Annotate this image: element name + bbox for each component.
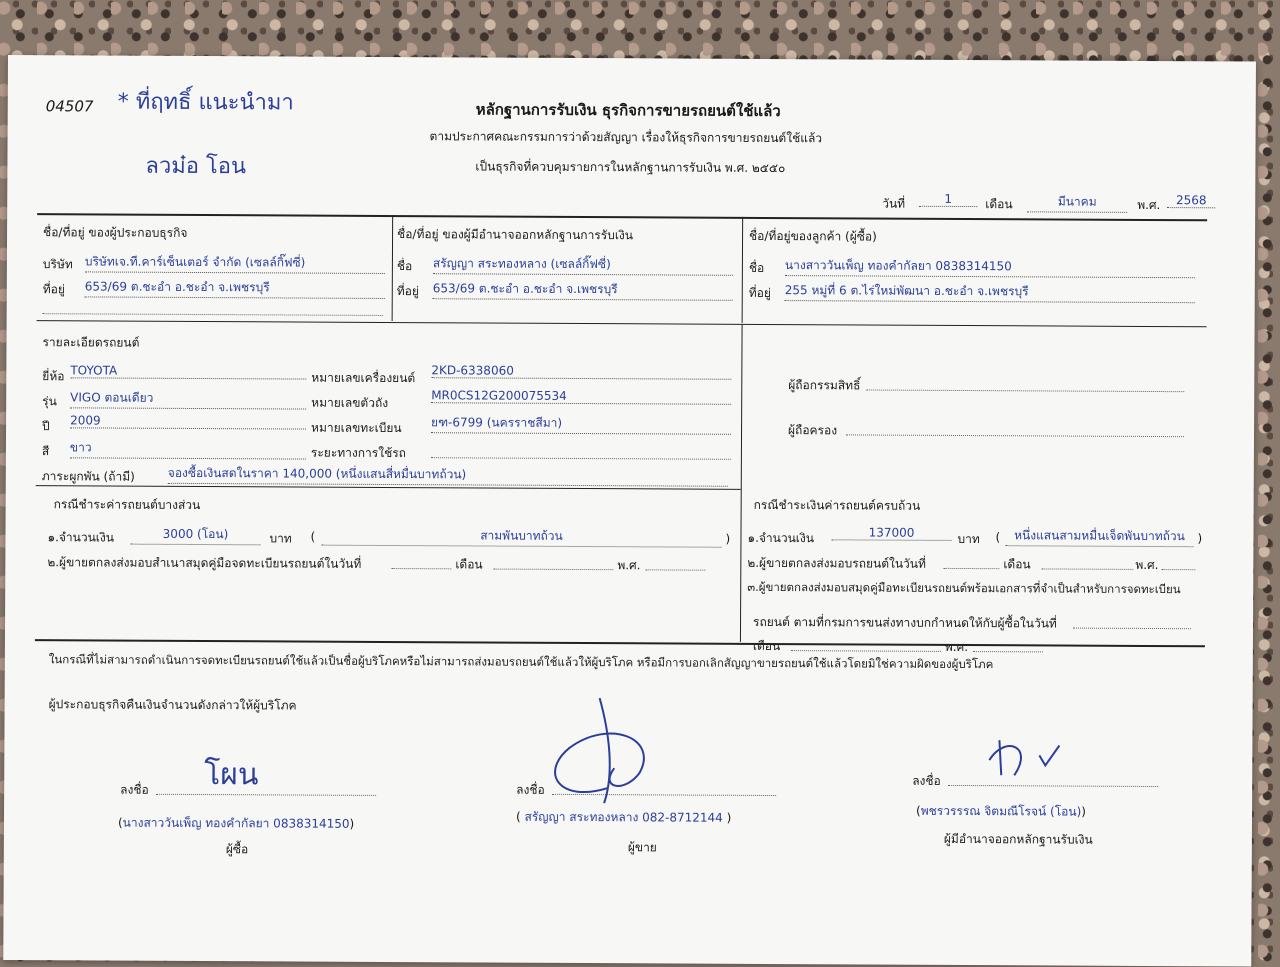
- customer-address-label: ที่อยู่: [748, 285, 771, 300]
- seller-signature: [529, 693, 680, 814]
- document-number: 04507: [45, 97, 94, 116]
- full-year-label-2: พ.ศ.: [944, 639, 969, 655]
- sign-label: ลงชื่อ: [912, 773, 941, 788]
- plate-label: หมายเลขทะเบียน: [311, 420, 402, 436]
- terms-line-1: ในกรณีที่ไม่สามารถดำเนินการจดทะเบียนรถยนต์ใช้แล้วเป็นชื่อผู้บริโภคหรือไม่สามารถส่งมอบรถยนต์ใช้แล้วให้ผู้บริโภค หรือมีการบอกเลิกสัญญาขายรถยนต์ใช้แล้วโดยมิใช่ความผิดของผู้บริโภค: [48, 652, 994, 672]
- buyer-role: ผู้ซื้อ: [225, 842, 249, 857]
- full-month-label: เดือน: [1003, 557, 1031, 572]
- issuer-name-value: สรัญญา สระทองหลาง (เซลล์กิ๊ฟซี่): [433, 254, 733, 276]
- possessor-label: ผู้ถือครอง: [788, 423, 838, 438]
- possessor-blank: [846, 434, 1184, 437]
- year-label: พ.ศ.: [1137, 197, 1161, 213]
- owner-label: ผู้ถือกรรมสิทธิ์: [788, 378, 861, 393]
- burden-value: จองซื้อเงินสดในราคา 140,000 (หนึ่งแสนสี่หมื่นบาทถ้วน): [168, 464, 728, 487]
- partial-amount-label: ๑.จำนวนเงิน: [47, 530, 115, 545]
- full-delivery-line: ๒.ผู้ขายตกลงส่งมอบรถยนต์ในวันที่: [747, 555, 926, 571]
- year-value: 2568: [1167, 193, 1215, 208]
- buyer-name: (นางสาววันเพ็ญ ทองคำกัลยา 0838314150): [117, 815, 355, 831]
- issuer-name-label: ชื่อ: [396, 259, 413, 274]
- business-heading: ชื่อ/ที่อยู่ ของผู้ประกอบธุรกิจ: [43, 225, 188, 240]
- issuer-name-text: พชรวรรรณ จิตมณีโรจน์ (โอน): [920, 803, 1082, 819]
- buyer-name-text: นางสาววันเพ็ญ ทองคำกัลยา 0838314150: [122, 815, 350, 831]
- full-amount-words: หนึ่งแสนสามหมื่นเจ็ดพันบาทถ้วน: [1005, 526, 1193, 547]
- blank-line: [493, 569, 613, 571]
- plate-value: ยฑ-6799 (นครราชสีมา): [431, 413, 731, 435]
- full-baht-label: บาท: [957, 531, 980, 547]
- engine-label: หมายเลขเครื่องยนต์: [311, 370, 416, 386]
- issuer-role: ผู้มีอำนาจออกหลักฐานรับเงิน: [943, 831, 1093, 847]
- full-year-label: พ.ศ.: [1135, 557, 1159, 573]
- blank-line: [973, 651, 1043, 652]
- model-label: รุ่น: [42, 394, 57, 409]
- seller-name-text: สรัญญา สระทองหลาง 082-8712144: [524, 809, 723, 825]
- blank-line: [645, 569, 705, 570]
- blank-line: [43, 313, 383, 316]
- full-amount-value: 137000: [831, 525, 951, 541]
- month-label: เดือน: [985, 197, 1013, 212]
- partial-year-label: พ.ศ.: [617, 558, 641, 573]
- issuer-address-value: 653/69 ต.ชะอำ อ.ชะอำ จ.เพชรบุรี: [433, 279, 733, 301]
- header-line-2: ตามประกาศคณะกรรมการว่าด้วยสัญญา เรื่องให้ธุรกิจการขายรถยนต์ใช้แล้ว: [429, 129, 823, 146]
- company-label: บริษัท: [42, 257, 73, 272]
- chassis-label: หมายเลขตัวถัง: [311, 395, 389, 410]
- full-docs-line: ๓.ผู้ขายตกลงส่งมอบสมุดคู่มือทะเบียนรถยนต์พร้อมเอกสารที่จำเป็นสำหรับการจดทะเบียน: [747, 579, 1181, 597]
- car-year-value: 2009: [70, 413, 306, 429]
- header-line-3: เป็นธุรกิจที่ควบคุมรายการในหลักฐานการรับเงิน พ.ศ. ๒๕๕๐: [475, 159, 786, 176]
- divider: [392, 215, 394, 321]
- blank-line: [943, 568, 999, 569]
- partial-baht-label: บาท: [269, 531, 292, 546]
- partial-delivery-line: ๒.ผู้ขายตกลงส่งมอบสำเนาสมุดคู่มือจดทะเบียนรถยนต์ในวันที่: [47, 555, 362, 571]
- day-label: วันที่: [882, 196, 906, 211]
- distance-blank: [431, 457, 731, 460]
- document-title: หลักฐานการรับเงิน ธุรกิจการขายรถยนต์ใช้แล้ว: [475, 100, 781, 121]
- partial-heading: กรณีชำระค่ารถยนต์บางส่วน: [53, 497, 201, 513]
- business-address-value: 653/69 ต.ชะอำ อ.ชะอำ จ.เพชรบุรี: [85, 277, 385, 299]
- receipt-paper: 04507 * ที่ฤทธิ์ แนะนำมา ลวม๋อ โอน หลักฐานการรับเงิน ธุรกิจการขายรถยนต์ใช้แล้ว ตามประกาศคณะกรรมการว่าด้วยสัญญา เรื่องให้ธุรกิจการขายรถยนต์ใช้แล้ว เป็นธุรกิจที่ควบคุมรายการในหลักฐานการรับเงิน พ.ศ. ๒๕๕๐ วันที่ 1 เดือน มีนาคม พ.ศ. 2568 ชื่อ/ที่อยู่ ของผู้ประกอบธุรกิจ บริษัท บริษัทเจ.ที.คาร์เซ็นเตอร์ จำกัด (เซลล์กิ๊ฟซี่) ที่อยู่ 653/69 ต.ชะอำ อ.ชะอำ จ.เพชรบุรี ชื่อ/ที่อยู่ ของผู้มีอำนาจออกหลักฐานการรับเงิน ชื่อ สรัญญา สระทองหลาง (เซลล์กิ๊ฟซี่) ที่อยู่ 653/69 ต.ชะอำ อ.ชะอำ จ.เพชรบุรี ชื่อ/ที่อยู่ของลูกค้า (ผู้ซื้อ) ชื่อ นางสาววันเพ็ญ ทองคำกัลยา 0838314150 ที่อยู่ 255 หมู่ที่ 6 ต.ไร่ใหม่พัฒนา อ.ชะอำ จ.เพชรบุรี รายละเอียดรถยนต์ ยี่ห้อ TOYOTA รุ่น VIGO ตอนเดียว ปี 2009 สี ขาว หมายเลขเครื่องยนต์ 2KD-6338060 หมายเลขตัวถัง MR0CS12G200075534 หมายเลขทะเบียน ยฑ-6799 (นครราชสีมา) ระยะทางการใช้รถ ภาระผูกพัน (ถ้ามี) จองซื้อเงินสดในราคา 140,000 (หนึ่งแสนสี่หมื่นบาทถ้วน) ผู้ถือกรรมสิทธิ์ ผู้ถือครอง กรณีชำระค่ารถยนต์บางส่วน ๑.จำนวนเงิน 3000 (โอน) บาท ( สามพันบาทถ้วน ) ๒.ผู้ขายตกลงส่งมอบสำเนาสมุดคู่มือจดทะเบียนรถยนต์ในวันที่ เดือน พ.ศ. กรณีชำระเงินค่ารถยนต์ครบถ้วน ๑.จำนวนเงิน 137000 บาท ( หนึ่งแสนสามหมื่นเจ็ดพันบาทถ้วน ) ๒.ผู้ขายตกลงส่งมอบรถยนต์ในวันที่ เดือน พ.ศ. ๓.ผู้ขายตกลงส่งมอบสมุดคู่มือทะเบียนรถยนต์พร้อมเอกสารที่จำเป็นสำหรับการจดทะเบียน รถยนต์ ตามที่กรมการขนส่งทางบกกำหนดให้กับผู้ซื้อในวันที่ เดือน พ.ศ. ในกรณีที่ไม่สามารถดำเนินการจดทะเบียนรถยนต์ใช้แล้วเป็นชื่อผู้บริโภคหรือไม่สามารถส่งมอบรถยนต์ใช้แล้วให้ผู้บริโภค หรือมีการบอกเลิกสัญญาขายรถยนต์ใช้แล้วโดยมิใช่ความผิดของผู้บริโภค ผู้ประกอบธุรกิจคืนเงินจำนวนดังกล่าวให้ผู้บริโภค ลงชื่อ โผน (นางสาววันเพ็ญ ทองคำกัลยา 0838314150) ผู้ซื้อ ลงชื่อ ( สรัญญา สระทองหลาง 082-8712144 ) ผู้ขาย ลงชื่อ (พชรวรรรณ จิตมณีโรจน์ (โอน)) ผู้มีอำนาจออกหลักฐานรับเงิน: [3, 55, 1256, 967]
- divider-bottom: [35, 639, 1205, 647]
- customer-heading: ชื่อ/ที่อยู่ของลูกค้า (ผู้ซื้อ): [749, 228, 877, 244]
- partial-amount-value: 3000 (โอน): [130, 525, 260, 546]
- blank-line: [1161, 569, 1195, 570]
- car-heading: รายละเอียดรถยนต์: [42, 335, 140, 350]
- blank-line: [391, 568, 451, 569]
- customer-name-label: ชื่อ: [748, 260, 765, 275]
- handwritten-note-2: ลวม๋อ โอน: [145, 153, 247, 180]
- full-registration-line: รถยนต์ ตามที่กรมการขนส่งทางบกกำหนดให้กับผู้ซื้อในวันที่: [753, 614, 1057, 631]
- brand-label: ยี่ห้อ: [42, 369, 65, 384]
- buyer-signature: โผน: [204, 757, 259, 793]
- business-address-label: ที่อยู่: [42, 282, 65, 297]
- full-month-label-2: เดือน: [752, 638, 781, 654]
- full-amount-label: ๑.จำนวนเงิน: [747, 530, 815, 546]
- day-value: 1: [919, 192, 977, 207]
- owner-blank: [866, 389, 1184, 392]
- partial-month-label: เดือน: [455, 557, 483, 572]
- blank-line: [791, 650, 941, 652]
- car-year-label: ปี: [42, 419, 50, 434]
- issuer-heading: ชื่อ/ที่อยู่ ของผู้มีอำนาจออกหลักฐานการรับเงิน: [397, 227, 634, 243]
- divider-top: [37, 213, 1207, 221]
- sign-label: ลงชื่อ: [516, 782, 545, 797]
- chassis-value: MR0CS12G200075534: [431, 388, 731, 405]
- blank-line: [1073, 628, 1191, 630]
- customer-name-value: นางสาววันเพ็ญ ทองคำกัลยา 0838314150: [785, 256, 1195, 278]
- blank-line: [1041, 568, 1133, 569]
- terms-line-2: ผู้ประกอบธุรกิจคืนเงินจำนวนดังกล่าวให้ผู้บริโภค: [48, 697, 297, 713]
- issuer-address-label: ที่อยู่: [396, 284, 419, 299]
- customer-address-value: 255 หมู่ที่ 6 ต.ไร่ใหม่พัฒนา อ.ชะอำ จ.เพชรบุรี: [785, 281, 1195, 303]
- brand-value: TOYOTA: [70, 363, 306, 379]
- divider: [37, 320, 1207, 327]
- company-value: บริษัทเจ.ที.คาร์เซ็นเตอร์ จำกัด (เซลล์กิ๊ฟซี่): [85, 252, 385, 274]
- issuer-name: (พชรวรรรณ จิตมณีโรจน์ (โอน)): [916, 803, 1087, 819]
- divider: [742, 217, 744, 323]
- color-value: ขาว: [70, 438, 306, 459]
- model-value: VIGO ตอนเดียว: [70, 388, 306, 409]
- seller-role: ผู้ขาย: [627, 840, 657, 855]
- color-label: สี: [41, 444, 50, 459]
- seller-name: ( สรัญญา สระทองหลาง 082-8712144 ): [515, 809, 732, 825]
- divider: [740, 324, 743, 642]
- buyer-signature-line: [156, 794, 376, 796]
- engine-value: 2KD-6338060: [431, 363, 731, 380]
- burden-label: ภาระผูกพัน (ถ้ามี): [41, 469, 135, 484]
- distance-label: ระยะทางการใช้รถ: [310, 445, 407, 461]
- month-value: มีนาคม: [1027, 192, 1127, 213]
- sign-label: ลงชื่อ: [120, 782, 149, 797]
- partial-amount-words: สามพันบาทถ้วน: [321, 526, 721, 548]
- handwritten-note-1: * ที่ฤทธิ์ แนะนำมา: [117, 89, 294, 116]
- full-heading: กรณีชำระเงินค่ารถยนต์ครบถ้วน: [753, 497, 921, 513]
- issuer-signature: [979, 730, 1069, 790]
